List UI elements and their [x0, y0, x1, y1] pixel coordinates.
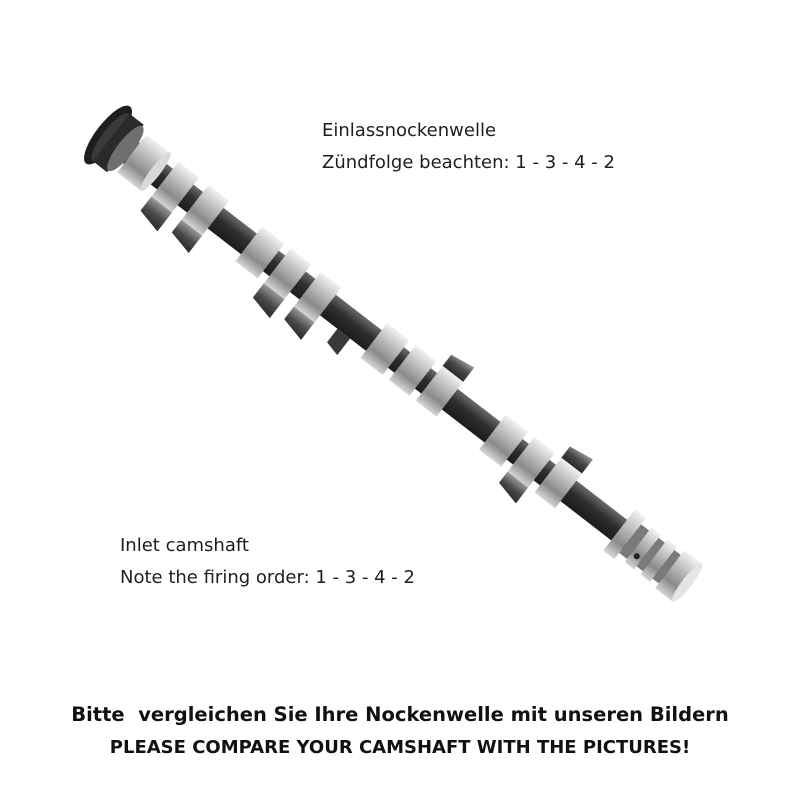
- english-caption: [120, 530, 415, 594]
- german-caption-firing-order: Zündfolge beachten: 1 - 3 - 4 - 2: [322, 152, 615, 173]
- english-caption-title: Inlet camshaft: [120, 535, 249, 556]
- english-caption-firing-order: Note the firing order: 1 - 3 - 4 - 2: [120, 567, 415, 588]
- german-caption: [322, 115, 615, 179]
- english-notice: PLEASE COMPARE YOUR CAMSHAFT WITH THE PICTURES!: [109, 737, 691, 758]
- german-notice: Bitte vergleichen Sie Ihre Nockenwelle mit unseren Bildern: [71, 703, 729, 726]
- german-caption-title: Einlassnockenwelle: [322, 120, 497, 141]
